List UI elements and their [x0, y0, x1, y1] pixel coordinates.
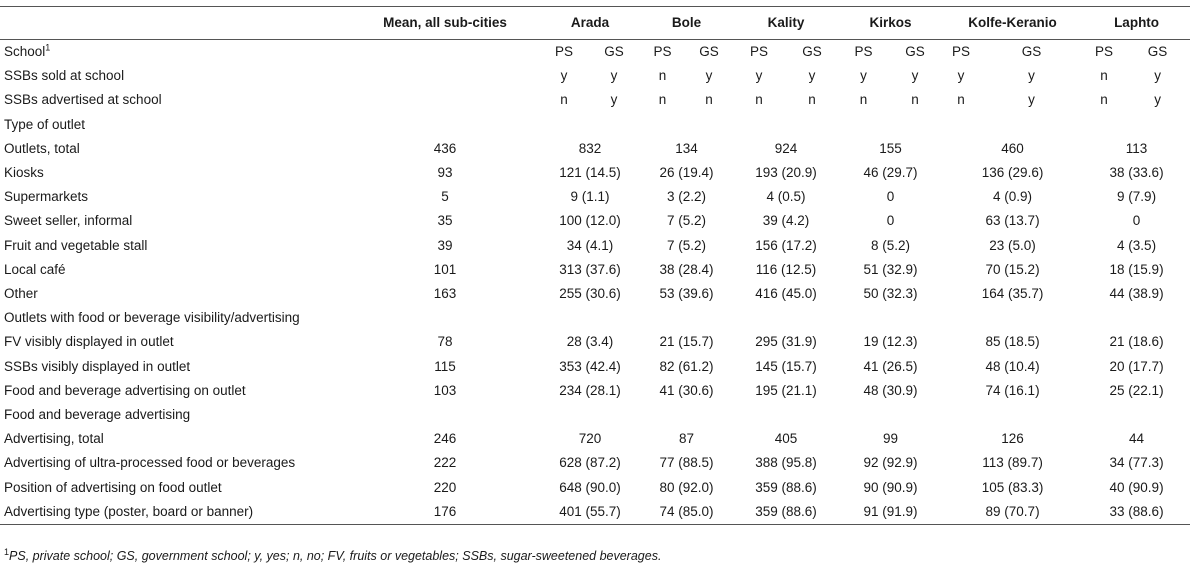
- value-cell: 41 (30.6): [659, 382, 714, 398]
- value-cell: 134: [675, 140, 698, 156]
- section-title: Type of outlet: [4, 116, 86, 132]
- gs-label: GS: [1021, 44, 1042, 59]
- yn-cell: y: [705, 68, 713, 84]
- mean-cell: 93: [437, 165, 453, 181]
- gs-label: GS: [604, 44, 624, 59]
- value-cell: 155: [879, 140, 902, 156]
- yn-cell: y: [860, 68, 867, 84]
- yn-cell: n: [1100, 68, 1108, 84]
- row-label: Sweet seller, informal: [4, 213, 133, 229]
- row-label: Other: [4, 286, 38, 302]
- yn-cell: n: [658, 68, 667, 84]
- mean-cell: 115: [434, 358, 456, 374]
- value-cell: 89 (70.7): [942, 500, 1083, 525]
- value-cell: 416 (45.0): [755, 286, 817, 302]
- value-cell: 34 (77.3): [1109, 455, 1164, 471]
- value-cell: 145 (15.7): [755, 358, 817, 374]
- value-cell: 33 (88.6): [1083, 500, 1190, 525]
- ps-label: PS: [1095, 44, 1114, 59]
- value-cell: 4 (3.5): [1117, 237, 1157, 253]
- value-cell: 28 (3.4): [566, 334, 614, 350]
- header-row: [0, 7, 1190, 40]
- mean-cell: [350, 88, 540, 112]
- mean-cell: 220: [433, 479, 457, 495]
- section-header: [0, 306, 1190, 330]
- table-row: [0, 137, 1190, 161]
- value-cell: 48 (10.4): [985, 358, 1040, 374]
- value-cell: 720: [578, 431, 602, 447]
- table-row: [0, 258, 1190, 282]
- mean-cell: 78: [437, 334, 453, 350]
- header-city-kality: Kality: [733, 7, 839, 40]
- mean-cell: 436: [433, 140, 457, 156]
- value-cell: 26 (19.4): [659, 165, 714, 181]
- row-label: FV visibly displayed in outlet: [4, 334, 174, 350]
- value-cell: 359 (88.6): [755, 479, 817, 495]
- mean-cell: 246: [433, 431, 457, 447]
- mean-cell: 163: [433, 286, 457, 302]
- yn-cell: y: [1154, 68, 1161, 84]
- mean-cell: 176: [350, 500, 540, 525]
- yn-cell: y: [1028, 92, 1035, 108]
- header-label-cell: [0, 7, 350, 40]
- table-row: [0, 330, 1190, 354]
- table-row: [0, 88, 1190, 112]
- section-header: [0, 403, 1190, 427]
- mean-cell: 103: [433, 382, 457, 398]
- row-label: Outlets, total: [4, 140, 80, 156]
- yn-cell: y: [560, 68, 568, 84]
- value-cell: 195 (21.1): [755, 382, 817, 398]
- row-label: Food and beverage advertising on outlet: [4, 382, 246, 398]
- value-cell: 44: [1129, 431, 1145, 447]
- value-cell: 21 (15.7): [659, 334, 714, 350]
- value-cell: 23 (5.0): [989, 237, 1036, 253]
- value-cell: 99: [883, 431, 899, 447]
- value-cell: 91 (91.9): [839, 500, 942, 525]
- table-row: [0, 427, 1190, 451]
- ps-label: PS: [952, 44, 971, 59]
- yn-cell: y: [755, 68, 763, 84]
- value-cell: 51 (32.9): [863, 261, 918, 277]
- row-label: Position of advertising on food outlet: [4, 479, 222, 495]
- value-cell: 193 (20.9): [755, 165, 817, 181]
- table-row: [0, 209, 1190, 233]
- value-cell: 48 (30.9): [863, 382, 918, 398]
- yn-cell: n: [1100, 92, 1108, 108]
- row-label: Kiosks: [4, 165, 44, 181]
- table-footnote: $^1$PS, private school; GS, government school; y, yes; n, no; FV, fruits or vegetables; SSBs, sugar-sweetened beverages.: [4, 546, 662, 563]
- value-cell: 77 (88.5): [659, 455, 714, 471]
- value-cell: 401 (55.7): [540, 500, 640, 525]
- yn-cell: n: [911, 92, 919, 108]
- header-city-kirkos: Kirkos: [839, 7, 942, 40]
- value-cell: 19 (12.3): [863, 334, 918, 350]
- value-cell: 116 (12.5): [755, 261, 817, 277]
- value-cell: 74 (85.0): [640, 500, 733, 525]
- value-cell: 25 (22.1): [1109, 382, 1164, 398]
- section-title: Food and beverage advertising: [4, 407, 191, 423]
- ps-label: PS: [750, 44, 769, 59]
- ps-label: PS: [653, 44, 672, 59]
- yn-cell: y: [1154, 92, 1161, 108]
- value-cell: 38 (28.4): [659, 261, 714, 277]
- section-header: [0, 113, 1190, 137]
- ps-label: PS: [554, 44, 573, 59]
- table-row: [0, 161, 1190, 185]
- gs-label: GS: [699, 44, 719, 59]
- yn-cell: n: [658, 92, 667, 108]
- mean-cell: 5: [441, 189, 449, 205]
- yn-cell: y: [610, 92, 618, 108]
- mean-cell: 222: [433, 455, 457, 471]
- value-cell: 388 (95.8): [755, 455, 817, 471]
- header-mean: Mean, all sub-cities: [350, 7, 540, 40]
- gs-label: GS: [1147, 44, 1168, 59]
- header-city-laphto: Laphto: [1083, 7, 1190, 40]
- value-cell: 832: [578, 140, 602, 156]
- value-cell: 255 (30.6): [559, 286, 621, 302]
- row-label: SSBs advertised at school: [4, 92, 162, 108]
- data-table: [0, 6, 1190, 525]
- yn-cell: y: [957, 68, 965, 84]
- yn-cell: n: [560, 92, 568, 108]
- value-cell: 7 (5.2): [667, 213, 707, 229]
- value-cell: 18 (15.9): [1109, 261, 1164, 277]
- section-title: Outlets with food or beverage visibility/advertising: [4, 310, 300, 326]
- yn-cell: n: [755, 92, 763, 108]
- value-cell: 46 (29.7): [863, 165, 918, 181]
- value-cell: 126: [1001, 431, 1024, 447]
- row-label: Advertising of ultra-processed food or beverages: [4, 455, 296, 471]
- value-cell: 359 (88.6): [733, 500, 839, 525]
- value-cell: 74 (16.1): [985, 382, 1040, 398]
- row-label: Supermarkets: [4, 189, 89, 205]
- value-cell: 53 (39.6): [659, 286, 714, 302]
- value-cell: 295 (31.9): [755, 334, 817, 350]
- value-cell: 50 (32.3): [863, 286, 918, 302]
- gs-label: GS: [802, 44, 822, 59]
- value-cell: 105 (83.3): [981, 479, 1044, 495]
- row-label: Fruit and vegetable stall: [4, 237, 148, 253]
- value-cell: 38 (33.6): [1109, 165, 1164, 181]
- value-cell: 234 (28.1): [559, 382, 621, 398]
- mean-cell: 101: [433, 261, 457, 277]
- table-row: [0, 234, 1190, 258]
- value-cell: 156 (17.2): [755, 237, 817, 253]
- yn-cell: y: [610, 68, 618, 84]
- value-cell: 63 (13.7): [985, 213, 1040, 229]
- value-cell: 8 (5.2): [871, 237, 911, 253]
- yn-cell: y: [1028, 68, 1035, 84]
- value-cell: 0: [886, 189, 895, 205]
- section-header-school: [0, 40, 1190, 65]
- yn-cell: y: [808, 68, 816, 84]
- table-row: [0, 476, 1190, 500]
- value-cell: 7 (5.2): [667, 237, 707, 253]
- value-cell: 21 (18.6): [1109, 334, 1164, 350]
- value-cell: 460: [1001, 140, 1024, 156]
- mean-cell: [350, 64, 540, 88]
- table-row: [0, 379, 1190, 403]
- table-row: [0, 282, 1190, 306]
- value-cell: 90 (90.9): [863, 479, 918, 495]
- yn-cell: n: [957, 92, 965, 108]
- row-label: Advertising type (poster, board or banner): [0, 500, 350, 525]
- value-cell: 41 (26.5): [863, 358, 918, 374]
- header-city-bole: Bole: [640, 7, 733, 40]
- value-cell: 628 (87.2): [559, 455, 621, 471]
- ps-label: PS: [854, 44, 873, 59]
- value-cell: 34 (4.1): [566, 237, 614, 253]
- value-cell: 136 (29.6): [981, 165, 1044, 181]
- row-label: SSBs sold at school: [4, 68, 125, 84]
- gs-label: GS: [905, 44, 925, 59]
- value-cell: 4 (0.5): [766, 189, 806, 205]
- value-cell: 82 (61.2): [659, 358, 714, 374]
- value-cell: 313 (37.6): [559, 261, 621, 277]
- section-title: School$^1$: [4, 42, 51, 59]
- yn-cell: n: [859, 92, 868, 108]
- value-cell: 40 (90.9): [1109, 479, 1164, 495]
- value-cell: 3 (2.2): [667, 189, 707, 205]
- value-cell: 85 (18.5): [985, 334, 1040, 350]
- value-cell: 924: [774, 140, 798, 156]
- value-cell: 44 (38.9): [1109, 286, 1164, 302]
- value-cell: 9 (1.1): [570, 189, 610, 205]
- table-row: [0, 500, 1190, 525]
- value-cell: 0: [1132, 213, 1141, 229]
- mean-cell: 39: [437, 237, 453, 253]
- value-cell: 87: [679, 431, 695, 447]
- value-cell: 9 (7.9): [1117, 189, 1157, 205]
- value-cell: 648 (90.0): [559, 479, 621, 495]
- table-row: [0, 185, 1190, 209]
- value-cell: 20 (17.7): [1109, 358, 1164, 374]
- row-label: Advertising, total: [4, 431, 104, 447]
- value-cell: 92 (92.9): [863, 455, 918, 471]
- header-city-arada: Arada: [540, 7, 640, 40]
- table-row: [0, 64, 1190, 88]
- value-cell: 164 (35.7): [981, 286, 1044, 302]
- table-row: [0, 451, 1190, 475]
- value-cell: 0: [886, 213, 895, 229]
- value-cell: 113: [1125, 140, 1148, 156]
- yn-cell: y: [911, 68, 919, 84]
- value-cell: 70 (15.2): [985, 261, 1040, 277]
- yn-cell: n: [808, 92, 816, 108]
- value-cell: 113 (89.7): [982, 455, 1043, 471]
- value-cell: 100 (12.0): [559, 213, 621, 229]
- row-label: Local café: [4, 261, 66, 277]
- table-row: [0, 355, 1190, 379]
- value-cell: 80 (92.0): [659, 479, 714, 495]
- value-cell: 4 (0.9): [993, 189, 1033, 205]
- value-cell: 353 (42.4): [559, 358, 621, 374]
- row-label: SSBs visibly displayed in outlet: [4, 358, 191, 374]
- table-body: [0, 40, 1190, 525]
- header-city-kolfe-keranio: Kolfe-Keranio: [942, 7, 1083, 40]
- value-cell: 121 (14.5): [559, 165, 621, 181]
- mean-cell: 35: [437, 213, 453, 229]
- yn-cell: n: [705, 92, 713, 108]
- value-cell: 39 (4.2): [762, 213, 810, 229]
- value-cell: 405: [774, 431, 798, 447]
